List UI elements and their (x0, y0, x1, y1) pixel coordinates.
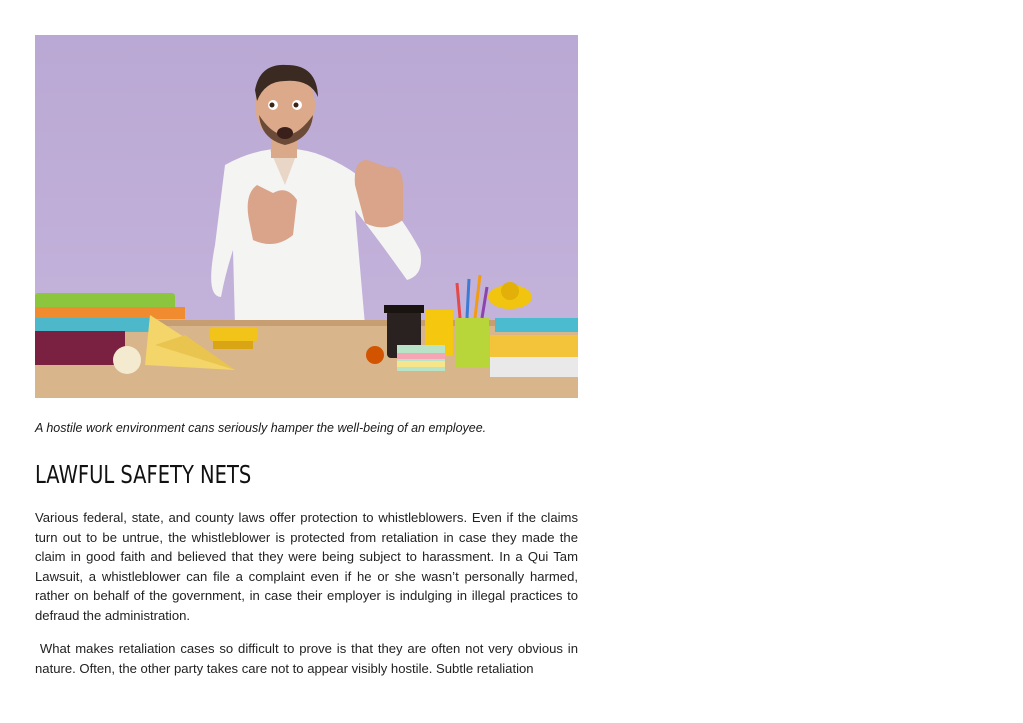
section-heading: LAWFUL SAFETY NETS (35, 460, 252, 489)
image-caption: A hostile work environment cans seriously hamper the well-being of an employee. (35, 421, 487, 435)
hero-illustration (35, 35, 578, 398)
paragraph-2: What makes retaliation cases so difficult to prove is that they are often not very obvious in nature. Often, the other party takes care not to appear visibly hostile. Subtle retaliation (35, 641, 582, 676)
article (35, 35, 582, 678)
hero-image (35, 35, 578, 398)
paragraph-1: Various federal, state, and county laws offer protection to whistleblowers. Even if the claims turn out to be untrue, the whistleblower is protected from retaliation in case they made the claim in good faith and believed that they were being subject to harassment. In a Qui Tam Lawsuit, a whistleblower can file a complaint even if he or she wasn’t personally harmed, rather on behalf of the government, in case their employer is indulging in illegal practices to defraud the administration. (35, 510, 578, 623)
